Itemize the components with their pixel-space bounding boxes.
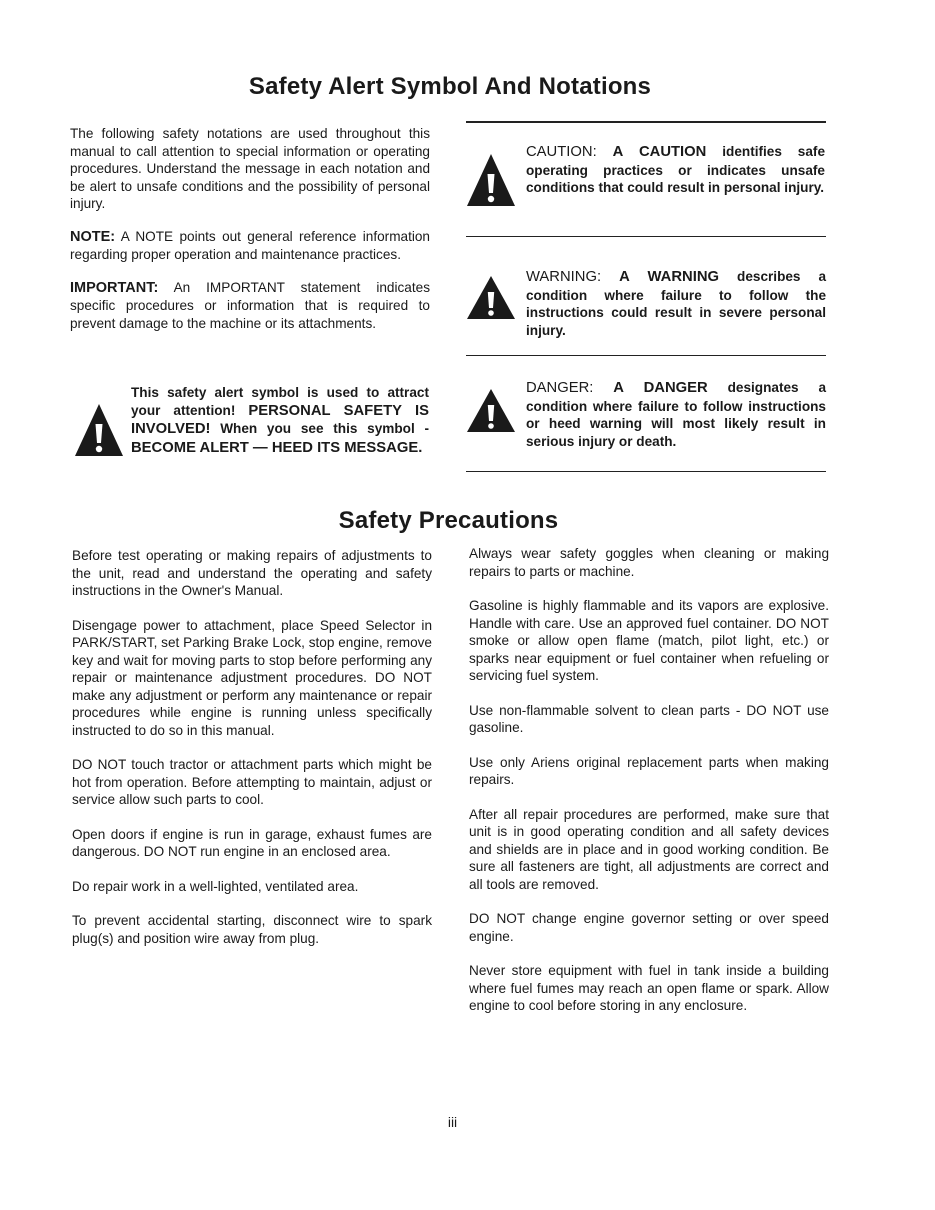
danger-text: designates a condition where failure to follow instructions or heed warning will most likely result in serious injury or death.	[526, 380, 827, 449]
caution-block	[526, 143, 825, 197]
alert-symbol-text-mid: When you see this symbol -	[220, 421, 429, 436]
danger-keyword: A DANGER	[613, 380, 708, 396]
precaution-right-5: After all repair procedures are performed, make sure that unit is in good operating condition and all safety devices and shields are in place and in good working condition. Be sure all fasteners are tight, all adjustments are correct and all tools are removed.	[469, 806, 829, 892]
rule-after-danger	[466, 471, 826, 472]
precaution-right-2: Gasoline is highly flammable and its vapors are explosive. Handle with care. Use an approved fuel container. DO NOT smoke or allow open flame (match, pilot light, etc.) or sparks near equipment or fuel container when refueling or servicing fuel system.	[469, 598, 829, 683]
precaution-right-4: Use only Ariens original replacement parts when making repairs.	[469, 754, 829, 787]
danger-alert-icon	[466, 388, 516, 434]
rule-after-caution	[466, 236, 826, 237]
note-paragraph	[70, 228, 430, 264]
precaution-right-6: DO NOT change engine governor setting or over speed engine.	[469, 911, 829, 944]
alert-symbol-description	[131, 384, 429, 457]
danger-block	[526, 379, 826, 450]
notations-left-column	[70, 125, 430, 332]
precaution-right-1: Always wear safety goggles when cleaning or making repairs to parts or machine.	[469, 546, 829, 579]
precautions-left-column	[72, 547, 432, 947]
important-text: An IMPORTANT statement indicates specific procedures or information that is required to prevent damage to the machine or its attachments.	[70, 279, 430, 331]
precaution-left-3: DO NOT touch tractor or attachment parts which might be hot from operation. Before attempting to maintain, adjust or service allow such parts to cool.	[72, 757, 432, 807]
precaution-left-6: To prevent accidental starting, disconnect wire to spark plug(s) and position wire away from plug.	[72, 913, 432, 946]
note-text: A NOTE points out general reference information regarding proper operation and maintenance practices.	[70, 228, 430, 262]
section-title-safety-alert: Safety Alert Symbol And Notations	[248, 73, 652, 100]
alert-symbol-icon	[74, 402, 124, 458]
important-paragraph	[70, 279, 430, 333]
rule-top-heavy	[466, 121, 826, 123]
precaution-left-4: Open doors if engine is run in garage, exhaust fumes are dangerous. DO NOT run engine in an enclosed area.	[72, 826, 432, 859]
caution-keyword: A CAUTION	[612, 144, 707, 160]
rule-after-warning	[466, 355, 826, 356]
precaution-left-1: Before test operating or making repairs of adjustments to the unit, read and understand the operating and safety instructions in the Owner's Manual.	[72, 548, 432, 598]
precaution-left-5: Do repair work in a well-lighted, ventilated area.	[72, 878, 359, 894]
note-label: NOTE:	[70, 228, 116, 245]
important-label: IMPORTANT:	[70, 279, 159, 296]
intro-paragraph: The following safety notations are used throughout this manual to call attention to special information or operating procedures. Understand the message in each notation and be alert to unsafe conditions and the possibility of personal injury.	[70, 126, 430, 211]
alert-symbol-emphasis: PERSONAL SAFETY IS INVOLVED!	[131, 402, 429, 437]
warning-text: describes a condition where failure to follow the instructions could result in severe personal injury.	[526, 269, 827, 338]
caution-alert-icon	[466, 152, 516, 208]
caution-label: CAUTION:	[526, 144, 597, 160]
warning-alert-icon	[466, 275, 516, 321]
page-number: iii	[447, 1114, 458, 1130]
danger-label: DANGER:	[526, 380, 594, 396]
alert-symbol-emphasis2: BECOME ALERT — HEED ITS MESSAGE.	[131, 439, 423, 456]
warning-block	[526, 268, 826, 339]
alert-symbol-text: This safety alert symbol is used to attract your attention!	[131, 385, 429, 418]
precaution-right-7: Never store equipment with fuel in tank inside a building where fuel fumes may reach an open flame or spark. Allow engine to cool before storing in any enclosure.	[469, 963, 829, 1013]
precaution-right-3: Use non-flammable solvent to clean parts - DO NOT use gasoline.	[469, 702, 829, 735]
warning-label: WARNING:	[526, 269, 602, 285]
caution-text: identifies safe operating practices or indicates unsafe conditions that could result in personal injury.	[526, 144, 826, 195]
precautions-right-column	[469, 545, 829, 1015]
section-title-safety-precautions: Safety Precautions	[338, 507, 559, 534]
precaution-left-2: Disengage power to attachment, place Speed Selector in PARK/START, set Parking Brake Lock, stop engine, remove key and wait for moving parts to stop before performing any repair or maintenance adjustment procedures. DO NOT make any adjustment or perform any maintenance or repair procedures while engine is running unless specifically instructed to do so in this manual.	[72, 617, 432, 738]
warning-keyword: A WARNING	[619, 269, 720, 285]
